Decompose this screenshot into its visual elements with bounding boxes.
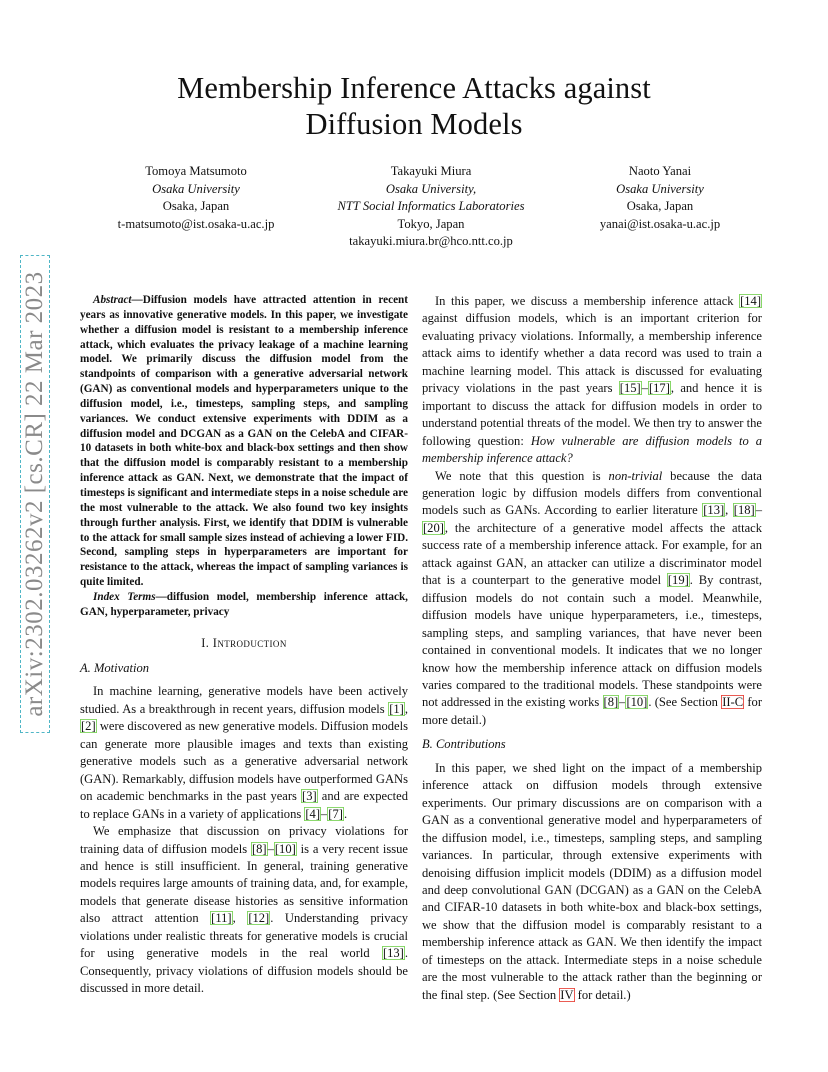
research-question: How vulnerable are diffusion models to a membership inference attack? (422, 433, 763, 466)
citation-link[interactable]: [19] (667, 573, 689, 588)
section-number: I. (201, 635, 213, 650)
citation-link[interactable]: [13] (703, 503, 725, 518)
text-run: were discovered as new generative models. Diffusion models can generate more plausible images and texts than existing generative models such as a generative adversarial network (GAN). Remarkably, diffusion models have outperformed GANs on academic benchmarks in the past years (80, 719, 408, 804)
citation-link[interactable]: [10] (626, 695, 648, 710)
text-run: against diffusion models, which is an important criterion for evaluating privacy violations. Informally, a membership inference attack aims to identify whether a data record was used to train a machine learning model. This attack is discussed for evaluating privacy violations in the past years (422, 311, 762, 396)
citation-link[interactable]: [4] (305, 806, 321, 821)
citation-link[interactable]: [15] (619, 381, 641, 396)
author-location: Osaka, Japan (162, 199, 230, 214)
author-email: yanai@ist.osaka-u.ac.jp (599, 216, 721, 231)
text-run: – (267, 841, 274, 856)
text-run: In machine learning, generative models have been actively studied. As a breakthrough in recent years, diffusion models (80, 684, 408, 716)
citation-link[interactable]: [8] (603, 695, 619, 710)
text-run: . (See Section (648, 695, 722, 710)
author-location: Osaka, Japan (626, 199, 694, 214)
index-terms (80, 590, 408, 620)
paragraph-contributions-1 (422, 760, 762, 1004)
paragraph-intro-1 (422, 293, 762, 468)
text-run: , (404, 701, 408, 716)
author-block (96, 163, 296, 233)
text-run: . Consequently, privacy violations of diffusion models should be discussed in more detail. (80, 946, 408, 996)
paragraph-motivation-1 (80, 683, 408, 823)
citation-link[interactable]: [2] (81, 719, 96, 734)
text-run: for more detail.) (422, 695, 762, 727)
text-run: – (321, 806, 328, 821)
index-terms-lead: Index Terms (93, 590, 156, 603)
text-run: . By contrast, diffusion models do not contain such a model. Meanwhile, diffusion models have unique hyperparameters, i.e., timesteps, sampling steps, and sampling variances, that have never been contained in conventional models. It indicates that we no longer know how the membership inference attack on diffusion models varies compared to the traditional models. These standpoints were not addressed in the existing works (422, 573, 762, 710)
citation-link[interactable]: [7] (328, 806, 343, 821)
section-title: Introduction (212, 635, 287, 650)
author-affiliation-secondary: NTT Social Informatics Laboratories (337, 199, 525, 214)
subsection-motivation: A. Motivation (80, 661, 149, 676)
author-affiliation: Osaka University (152, 181, 240, 196)
right-column (422, 293, 762, 1004)
paper-title (100, 70, 728, 142)
text-run: In this paper, we discuss a membership inference attack (435, 294, 740, 308)
paragraph-motivation-2 (80, 823, 408, 998)
title-line-1: Membership Inference Attacks against (177, 71, 651, 105)
author-email: takayuki.miura.br@hco.ntt.co.jp (349, 234, 513, 249)
text-run: for detail.) (574, 987, 631, 1002)
citation-link[interactable]: [13] (382, 946, 404, 961)
abstract-lead: Abstract (93, 294, 132, 306)
citation-link[interactable]: [12] (248, 911, 270, 926)
author-name: Tomoya Matsumoto (145, 164, 247, 178)
left-column (80, 293, 408, 998)
author-location: Tokyo, Japan (397, 216, 465, 231)
subsection-contributions: B. Contributions (422, 737, 506, 752)
text-run: , and hence it is important to discuss the attack for diffusion models in order to understand potential threats of the model. We then try to answer the following question: (422, 381, 762, 448)
text-run: and are expected to replace GANs in a variety of applications (80, 789, 408, 821)
author-name: Takayuki Miura (390, 164, 472, 178)
text-run: is a very recent issue and hence is still insufficient. In general, training generative models requires large amounts of training data, and, for example, models that generate disease histories as sensitive information also attract attention (80, 841, 408, 926)
text-run: – (755, 503, 762, 518)
author-email: t-matsumoto@ist.osaka-u.ac.jp (117, 216, 275, 231)
text-run: , (725, 503, 733, 518)
author-affiliation: Osaka University, (385, 181, 477, 196)
author-name: Naoto Yanai (628, 164, 692, 178)
section-heading-introduction (80, 635, 408, 652)
citation-link[interactable]: [1] (389, 701, 404, 716)
emphasis-text: non-trivial (608, 468, 663, 483)
text-run: , the architecture of a generative model affects the attack success rate of a membership inference attack. For example, for an attack against GAN, an attacker can utilize a discriminator model that is a counterpart to the generative model (422, 520, 762, 588)
citation-link[interactable]: [17] (648, 381, 670, 396)
abstract-text: —Diffusion models have attracted attention in recent years as innovative generative models. In this paper, we investigate whether a diffusion model is resistant to a membership inference attack, which evaluates the privacy leakage of a machine learning model. We primarily discuss the diffusion model from the standpoints of comparison with a generative adversarial network (GAN) as conventional models and hyperparameters unique to the diffusion model, i.e., timesteps, sampling steps, and sampling variances. We conduct extensive experiments with DDIM as a diffusion model and DCGAN as a GAN on the CelebA and CIFAR-10 datasets in both white-box and black-box settings and then show that the diffusion model is comparably resistant to a membership inference attack as GAN. Next, we demonstrate that the impact of timesteps is significant and intermediate steps in a noise schedule are the most vulnerable to the attack. We also found two key insights through further analysis. First, we identify that DDIM is vulnerable to the attack for small sample sizes instead of achieving a lower FID. Second, sampling steps in hyperparameters are important for resistance to the attack, whereas the impact of sampling variances is quite limited. (80, 294, 408, 589)
title-line-2: Diffusion Models (305, 107, 523, 141)
citation-link[interactable]: [10] (274, 841, 296, 856)
citation-link[interactable]: [3] (302, 789, 317, 804)
arxiv-stamp[interactable] (20, 255, 50, 733)
text-run: – (619, 695, 626, 710)
section-link[interactable]: II-C (722, 695, 744, 710)
index-terms-text: —diffusion model, membership inference attack, GAN, hyperparameter, privacy (80, 590, 408, 618)
text-run: We emphasize that discussion on privacy violations for training data of diffusion models (80, 824, 408, 856)
abstract (80, 293, 408, 590)
citation-link[interactable]: [18] (733, 503, 755, 518)
text-run: , (232, 911, 248, 926)
author-block (318, 163, 544, 251)
citation-link[interactable]: [20] (423, 520, 444, 535)
citation-link[interactable]: [11] (211, 911, 232, 926)
author-affiliation: Osaka University (616, 181, 704, 196)
text-run: . (343, 806, 348, 821)
citation-link[interactable]: [14] (740, 294, 761, 308)
text-run: . Understanding privacy violations under realistic threats for generative models is crucial for using generative models in the real world (80, 911, 408, 961)
citation-link[interactable]: [8] (251, 841, 267, 856)
section-link[interactable]: IV (560, 987, 574, 1002)
text-run: because the data generation logic by diffusion models differs from conventional models such as GANs. According to earlier literature (422, 468, 762, 518)
arxiv-stamp-text: arXiv:2302.03262v2 [cs.CR] 22 Mar 2023 (21, 271, 48, 717)
text-run: We note that this question is (435, 468, 609, 483)
text-run: In this paper, we shed light on the impact of a membership inference attack on diffusion models through extensive experiments. Our primary discussions are on comparison with a GAN as a conventional generative model and hyperparameters of the diffusion model, i.e., timesteps, sampling steps, and sampling variances. In particular, through extensive experiments with denoising diffusion implicit models (DDIM) as a diffusion model and deep convolutional GAN (DCGAN) as a GAN on the CelebA and CIFAR-10 datasets in both white-box and black-box settings, we show that the diffusion model is comparably resistant to a membership inference attack as GAN. We then identify the impact of timesteps on the attack. Intermediate steps in a noise schedule are the most vulnerable to the attack rather than the beginning or the final step. (See Section (422, 760, 762, 1002)
author-block (576, 163, 744, 233)
text-run: – (641, 381, 648, 396)
paragraph-intro-2 (422, 468, 762, 730)
